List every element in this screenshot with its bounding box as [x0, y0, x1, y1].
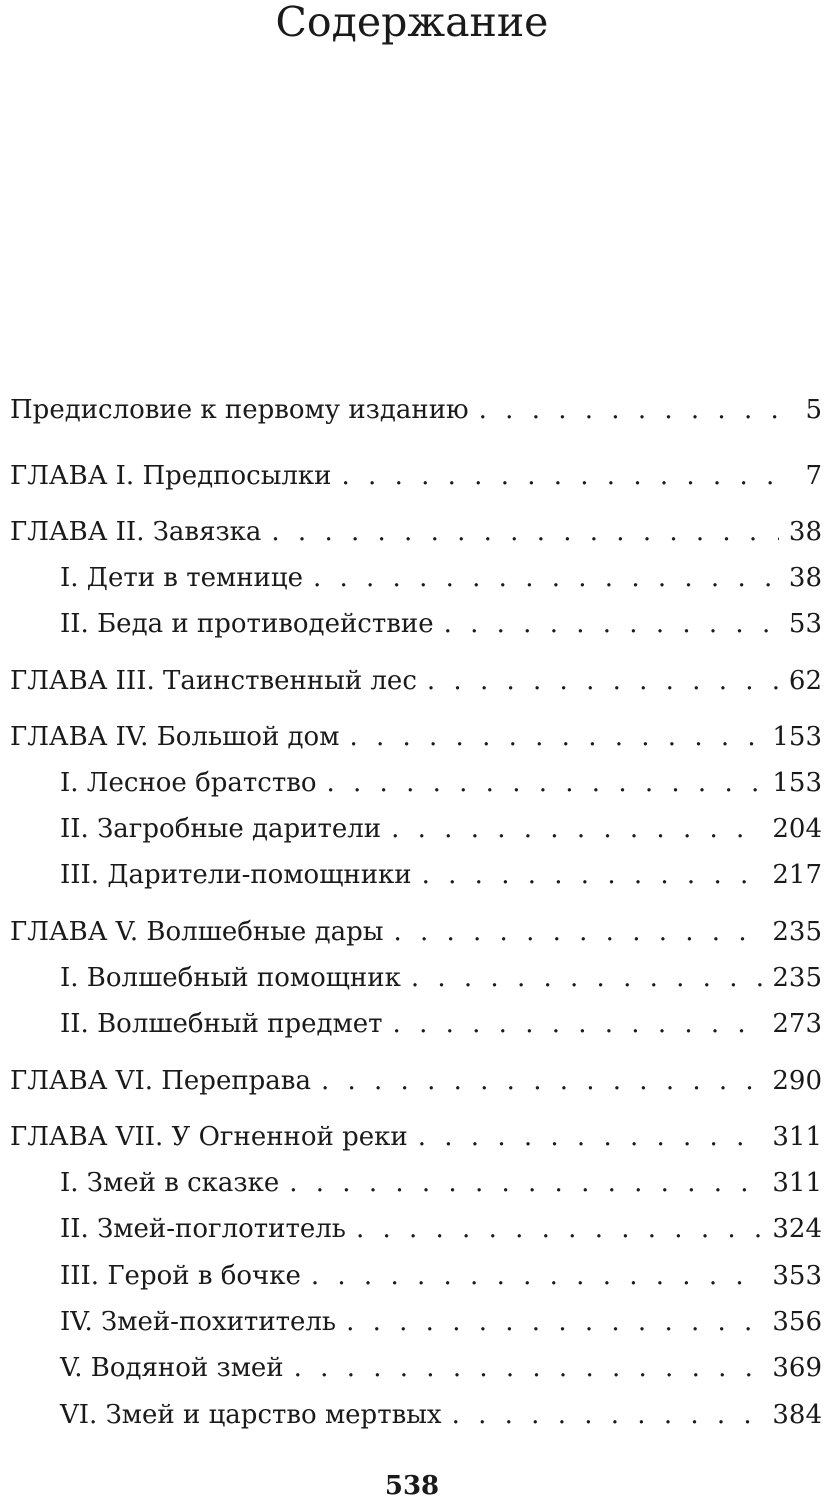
dot-leader: [311, 1258, 762, 1294]
toc-entry-label: ГЛАВА I. Предпосылки: [10, 461, 332, 491]
toc-entry-page: 5: [805, 395, 822, 425]
dot-leader: [393, 914, 762, 950]
toc-entry[interactable]: [60, 1165, 822, 1201]
dot-leader: [411, 960, 763, 996]
toc-entry-label: I. Дети в темнице: [60, 563, 303, 593]
toc-entry-label: II. Беда и противодействие: [60, 609, 434, 639]
toc-entry[interactable]: [60, 857, 822, 893]
toc-entry-page: 38: [788, 517, 822, 547]
toc-entry-label: II. Волшебный предмет: [60, 1009, 383, 1039]
toc-entry-label: II. Змей-поглотитель: [60, 1214, 346, 1244]
toc-entry-label: ГЛАВА V. Волшебные дары: [10, 917, 384, 947]
toc-entry-page: 384: [772, 1400, 822, 1430]
toc-entry-label: ГЛАВА VII. У Огненной реки: [10, 1122, 408, 1152]
toc-entry-page: 311: [772, 1168, 822, 1198]
toc-entry-page: 324: [772, 1214, 822, 1244]
toc-entry[interactable]: [60, 811, 822, 847]
toc-entry-page: 217: [772, 860, 822, 890]
dot-leader: [479, 392, 796, 428]
toc-entry-label: VI. Змей и царство мертвых: [60, 1400, 442, 1430]
dot-leader: [342, 458, 796, 494]
toc-entry-page: 273: [772, 1009, 822, 1039]
toc-entry-label: ГЛАВА VI. Переправа: [10, 1066, 311, 1096]
toc-entry-label: II. Загробные дарители: [60, 814, 382, 844]
toc-entry[interactable]: [60, 1397, 822, 1433]
toc-entry-label: III. Дарители-помощники: [60, 860, 412, 890]
toc-entry-page: 7: [805, 461, 822, 491]
toc-entry[interactable]: [60, 1211, 822, 1247]
toc-entry[interactable]: [60, 1304, 822, 1340]
toc-entry[interactable]: [60, 560, 822, 596]
toc-entry[interactable]: [60, 1006, 822, 1042]
toc-entry-page: 62: [788, 666, 822, 696]
toc-entry[interactable]: [10, 392, 822, 428]
toc-entry-label: III. Герой в бочке: [60, 1261, 301, 1291]
dot-leader: [346, 1304, 762, 1340]
toc-entry-label: I. Лесное братство: [60, 768, 317, 798]
dot-leader: [422, 857, 763, 893]
dot-leader: [271, 514, 779, 550]
dot-leader: [444, 606, 779, 642]
dot-leader: [427, 663, 779, 699]
dot-leader: [418, 1119, 763, 1155]
toc-entry[interactable]: [10, 514, 822, 550]
toc-entry-page: 153: [772, 722, 822, 752]
toc-entry[interactable]: [10, 1063, 822, 1099]
toc-entry[interactable]: [60, 765, 822, 801]
dot-leader: [321, 1063, 762, 1099]
toc-entry[interactable]: [10, 719, 822, 755]
dot-leader: [289, 1165, 762, 1201]
toc-entry[interactable]: [10, 663, 822, 699]
toc-entry[interactable]: [10, 1119, 822, 1155]
toc-entry-page: 235: [772, 963, 822, 993]
dot-leader: [391, 811, 762, 847]
dot-leader: [313, 560, 779, 596]
dot-leader: [327, 765, 763, 801]
toc-entry-page: 356: [772, 1307, 822, 1337]
toc-entry-page: 290: [772, 1066, 822, 1096]
dot-leader: [393, 1006, 763, 1042]
toc-entry-page: 235: [772, 917, 822, 947]
toc-entry-label: IV. Змей-похититель: [60, 1307, 337, 1337]
toc-entry[interactable]: [60, 1258, 822, 1294]
toc-entry-label: V. Водяной змей: [60, 1353, 284, 1383]
toc-entry[interactable]: [60, 960, 822, 996]
dot-leader: [452, 1397, 763, 1433]
toc-entry-page: 311: [772, 1122, 822, 1152]
toc-entry[interactable]: [10, 458, 822, 494]
toc-entry[interactable]: [60, 1350, 822, 1386]
toc-entry[interactable]: [60, 606, 822, 642]
toc-entry-label: ГЛАВА IV. Большой дом: [10, 722, 340, 752]
page-number: 538: [384, 1471, 440, 1501]
toc-entry-page: 353: [772, 1261, 822, 1291]
dot-leader: [294, 1350, 763, 1386]
toc-entry-page: 369: [772, 1353, 822, 1383]
toc-entry[interactable]: [10, 914, 822, 950]
toc-entry-page: 153: [772, 768, 822, 798]
toc-entry-page: 38: [788, 563, 822, 593]
toc-entry-label: ГЛАВА III. Таинственный лес: [10, 666, 417, 696]
toc-entry-page: 204: [772, 814, 822, 844]
dot-leader: [356, 1211, 762, 1247]
toc-entry-label: ГЛАВА II. Завязка: [10, 517, 262, 547]
page-title: Содержание: [275, 0, 549, 46]
toc-entry-label: Предисловие к первому изданию: [10, 395, 469, 425]
toc-entry-page: 53: [788, 609, 822, 639]
toc-entry-label: I. Змей в сказке: [60, 1168, 280, 1198]
toc-entry-label: I. Волшебный помощник: [60, 963, 401, 993]
dot-leader: [349, 719, 762, 755]
